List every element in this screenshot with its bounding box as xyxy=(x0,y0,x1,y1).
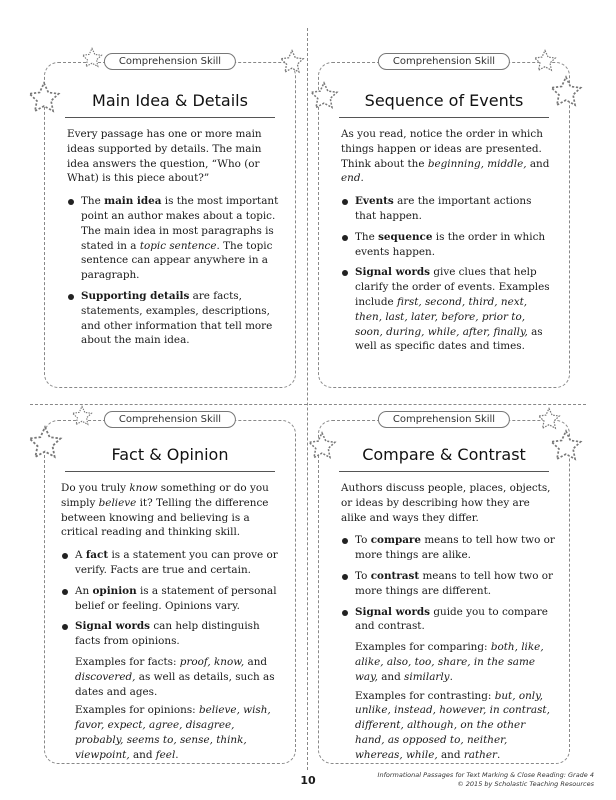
skill-label: Comprehension Skill xyxy=(104,53,236,70)
card-sequence xyxy=(318,56,570,388)
intro-text: Every passage has one or more main ideas supported by details. The main idea answers the question, “Who (or What) is this piece about?” xyxy=(67,128,262,185)
intro-text: As you read, notice the order in which things happen or ideas are presented. Think about the beginning, middle, and end. xyxy=(341,128,550,185)
title-rule xyxy=(65,117,275,118)
examples-text: Examples for facts: proof, know, and discovered, as well as details, such as dates and ages. xyxy=(75,655,275,698)
intro-text: Do you truly know something or do you simply believe it? Telling the difference between knowing and believing is a critical reading and thinking skill. xyxy=(61,482,269,539)
list-item: An opinion is a statement of personal belief or feeling. Opinions vary. xyxy=(61,584,281,614)
star-icon xyxy=(279,49,305,75)
list-item: To contrast means to tell how two or more things are different. xyxy=(341,569,555,599)
star-icon xyxy=(533,49,557,73)
list-item: A fact is a statement you can prove or verify. Facts are true and certain. xyxy=(61,548,281,578)
card-content xyxy=(67,127,281,354)
list-item: Supporting details are facts, statements, examples, descriptions, and other information that tell more about the main idea. xyxy=(67,289,281,348)
card-title: Sequence of Events xyxy=(364,91,524,110)
list-item: Events are the important actions that happen. xyxy=(341,194,555,224)
card-main-idea xyxy=(44,56,296,388)
intro-text: Authors discuss people, places, objects, or ideas by describing how they are alike and ways they differ. xyxy=(341,482,551,524)
skill-label: Comprehension Skill xyxy=(104,411,236,428)
list-item: Signal words guide you to compare and contrast. xyxy=(341,605,555,635)
card-content xyxy=(341,481,555,767)
star-icon xyxy=(81,47,103,69)
credit-line xyxy=(378,771,594,789)
title-rule xyxy=(339,117,549,118)
copyright: © 2015 by Scholastic Teaching Resources xyxy=(457,780,594,788)
card-title: Compare & Contrast xyxy=(362,445,526,464)
card-content xyxy=(61,481,281,767)
skill-label: Comprehension Skill xyxy=(378,53,510,70)
card-title: Fact & Opinion xyxy=(111,445,229,464)
examples-text: Examples for comparing: both, like, alike, also, too, share, in the same way, and similarly. xyxy=(355,641,544,683)
card-fact-opinion xyxy=(44,414,296,764)
list-item: The sequence is the order in which events happen. xyxy=(341,230,555,260)
star-icon xyxy=(71,405,93,427)
bullet-list xyxy=(341,194,555,354)
bullet-list xyxy=(341,533,555,634)
title-rule xyxy=(65,471,275,472)
card-title: Main Idea & Details xyxy=(92,91,248,110)
card-content xyxy=(341,127,555,360)
list-item: The main idea is the most important point an author makes about a topic. The main idea in most paragraphs is stated in a topic sentence. The topic sentence can appear anywhere in a paragraph. xyxy=(67,194,281,283)
cut-line-horizontal xyxy=(30,404,586,405)
list-item: To compare means to tell how two or more things are alike. xyxy=(341,533,555,563)
star-icon xyxy=(537,407,561,431)
examples-text: Examples for opinions: believe, wish, favor, expect, agree, disagree, probably, seems to, sense, think, viewpoint, and feel. xyxy=(75,704,271,761)
bullet-list xyxy=(67,194,281,348)
examples-text: Examples for contrasting: but, only, unlike, instead, however, in contrast, different, although, on the other hand, as opposed to, neither, whereas, while, and rather. xyxy=(355,689,550,761)
bullet-list xyxy=(61,548,281,649)
title-rule xyxy=(339,471,549,472)
list-item: Signal words give clues that help clarify the order of events. Examples include first, second, third, next, then, last, later, before, prior to, soon, during, while, after, finally, as well as specific dates and times. xyxy=(341,265,555,354)
cut-line-vertical xyxy=(307,28,308,770)
list-item: Signal words can help distinguish facts from opinions. xyxy=(61,619,281,649)
credit-title: Informational Passages for Text Marking & Close Reading: Grade 4 xyxy=(377,771,594,779)
card-compare-contrast xyxy=(318,414,570,764)
page-number: 10 xyxy=(300,774,316,787)
skill-label: Comprehension Skill xyxy=(378,411,510,428)
